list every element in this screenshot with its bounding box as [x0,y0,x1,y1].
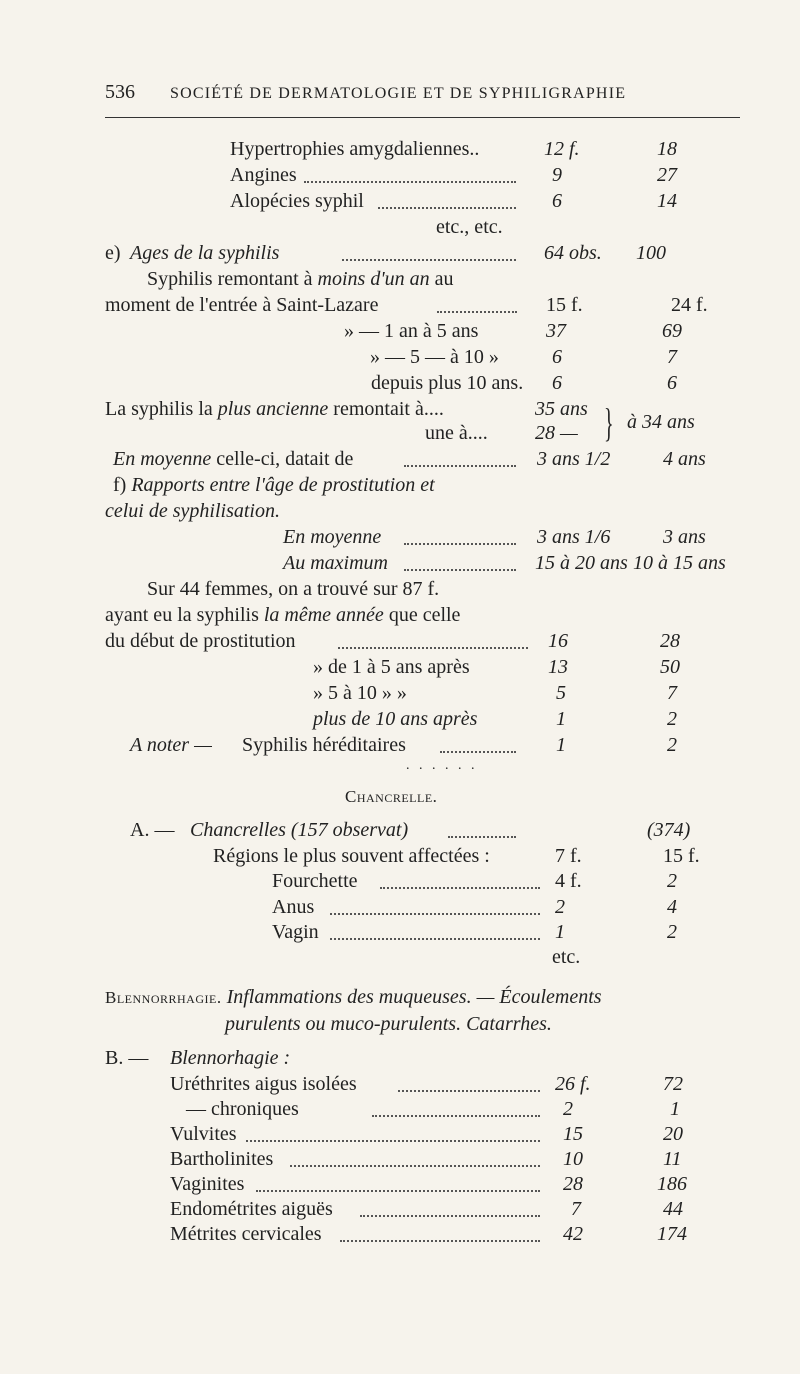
row-value-b: 186 [657,1173,687,1195]
row-value-a: 15 à 20 ans [535,552,628,574]
text-fragment: ayant eu la syphilis [105,604,259,626]
row-value-a: 1 [556,708,566,730]
text-fragment: celle-ci, datait de [216,448,354,470]
row-label: Angines [230,164,297,186]
row-value-b: 3 ans [663,526,706,548]
row-value-b: 28 [660,630,680,652]
row-value-b: 27 [657,164,677,186]
section-b-prefix: B. — [105,1047,149,1069]
leader-dots [360,1215,540,1217]
leader-dots [342,259,516,261]
leader-dots [340,1240,540,1242]
brace-value: à 34 ans [627,411,695,433]
note-label: A noter — [130,734,212,756]
row-value-b: 10 à 15 ans [633,552,726,574]
row-value-a: 13 [548,656,568,678]
row-value-b: 15 f. [663,845,700,867]
row-value-a: 28 [563,1173,583,1195]
blennorrhagie-title: Inflammations des muqueuses. — Écoulements [226,986,602,1008]
row-label: » de 1 à 5 ans après [313,656,470,678]
row-value-b: 7 [667,346,677,368]
row-label: une à.... [425,422,488,444]
row-value-a: 7 [571,1198,581,1220]
row-label: depuis plus 10 ans. [371,372,524,394]
row-value-b: (374) [647,819,691,841]
row-label: Métrites cervicales [170,1223,322,1245]
row-value-b: 20 [663,1123,683,1145]
leader-dots [404,569,516,571]
row-label: Vulvites [170,1123,237,1145]
section-e-title: Ages de la syphilis [130,242,280,264]
text-emphasis: En moyenne [113,448,212,470]
row-value-b: 2 [667,870,677,892]
row-value-a: 6 [552,346,562,368]
text-line [113,473,435,497]
row-value-a: 1 [555,921,565,943]
row-value-a: 37 [546,320,566,342]
leader-dots [330,938,540,940]
row-label: Vagin [272,921,319,943]
text-emphasis: la même année [263,604,384,626]
row-value-b: 6 [667,372,677,394]
row-value-b: 174 [657,1223,687,1245]
row-value-b: 11 [663,1148,682,1170]
section-e-value-b: 100 [636,242,666,264]
row-value-b: 2 [667,921,677,943]
section-b-title: Blennorhagie : [170,1047,291,1069]
leader-dots [338,647,528,649]
row-value-a: 6 [552,372,562,394]
text-fragment: La syphilis la [105,398,213,420]
row-value-a: 26 f. [555,1073,591,1095]
leader-dots [437,311,517,313]
row-value-b: 4 ans [663,448,706,470]
text-line [105,603,460,627]
section-a-title: Chancrelles (157 observat) [190,819,409,841]
leader-dots [448,836,516,838]
row-label: » — 5 — à 10 » [370,346,499,368]
row-value-b: 7 [667,682,677,704]
text-fragment: au [434,268,454,290]
row-value-b: 72 [663,1073,683,1095]
row-value-a: 3 ans 1/2 [537,448,611,470]
row-label: » — 1 an à 5 ans [344,320,479,342]
text-line: du début de prostitution [105,630,296,652]
row-value-b: 18 [657,138,677,160]
row-value-b: 4 [667,896,677,918]
text-fragment: remontait à.... [333,398,444,420]
leader-dots [290,1165,540,1167]
row-label: Alopécies syphil [230,190,364,212]
row-value-a: 42 [563,1223,583,1245]
section-e-prefix: e) [105,242,121,264]
row-value-a: 5 [556,682,566,704]
row-label: plus de 10 ans après [313,708,478,730]
row-label: Hypertrophies amygdaliennes.. [230,138,480,160]
blennorrhagie-title-cont: purulents ou muco-purulents. Catarrhes. [225,1013,552,1035]
row-value-a: 6 [552,190,562,212]
row-value-a: 15 f. [546,294,583,316]
leader-dots [440,751,516,753]
row-value-b: 2 [667,734,677,756]
row-label: » 5 à 10 » » [313,682,407,704]
row-value-a: 4 f. [555,870,582,892]
section-a-prefix: A. — [130,819,175,841]
section-f-title: Rapports entre l'âge de prostitution et [131,474,435,496]
etc-text: etc., etc. [436,216,503,238]
row-label: Régions le plus souvent affectées : [213,845,490,867]
row-value-a: 16 [548,630,568,652]
row-value-b: 14 [657,190,677,212]
leader-dots [330,913,540,915]
text-line [105,397,444,421]
brace: } [604,400,614,445]
page-number: 536 [105,81,135,103]
row-value-a: 15 [563,1123,583,1145]
leader-dots [304,181,516,183]
row-label: Anus [272,896,315,918]
row-value-a: 10 [563,1148,583,1170]
section-e-value-a: 64 obs. [544,242,602,264]
leader-dots [378,207,516,209]
leader-dots [380,887,540,889]
row-value-b: 44 [663,1198,683,1220]
row-value-b: 24 f. [671,294,708,316]
row-value-a: 7 f. [555,845,582,867]
text-line [147,267,454,291]
row-label: Fourchette [272,870,358,892]
separator-dots: . . . . . . [406,758,478,773]
text-fragment: que celle [388,604,461,626]
header-rule [105,117,740,118]
leader-dots [404,543,516,545]
text-line: Sur 44 femmes, on a trouvé sur 87 f. [147,578,440,600]
section-f-title-cont: celui de syphilisation. [105,500,280,522]
row-value-a: 1 [556,734,566,756]
section-f-prefix: f) [113,474,127,496]
chancrelle-heading: Chancrelle. [345,787,438,806]
row-label: Uréthrites aigus isolées [170,1073,357,1095]
row-label: — chroniques [186,1098,299,1120]
row-value-a: 3 ans 1/6 [537,526,611,548]
text-line [105,985,602,1010]
leader-dots [256,1190,540,1192]
leader-dots [246,1140,540,1142]
text-line [113,447,353,471]
row-label: Syphilis héréditaires [242,734,406,756]
row-value-a: 35 ans [535,398,588,420]
blennorrhagie-heading: Blennorrhagie. [105,988,222,1007]
row-value-b: 50 [660,656,680,678]
row-value-a: 9 [552,164,562,186]
text-emphasis: moins d'un an [317,268,430,290]
row-value-b: 69 [662,320,682,342]
leader-dots [404,465,516,467]
row-value-a: 2 [563,1098,573,1120]
row-value-a: 2 [555,896,565,918]
leader-dots [398,1090,540,1092]
text-line: moment de l'entrée à Saint-Lazare [105,294,379,316]
leader-dots [372,1115,540,1117]
row-value-b: 1 [670,1098,680,1120]
row-label: Vaginites [170,1173,245,1195]
etc-text: etc. [552,946,581,968]
text-emphasis: plus ancienne [217,398,329,420]
text-fragment: Syphilis remontant à [147,268,313,290]
row-label: Bartholinites [170,1148,274,1170]
running-title: SOCIÉTÉ DE DERMATOLOGIE ET DE SYPHILIGRAPHIE [170,85,627,102]
row-label: Endométrites aiguës [170,1198,333,1220]
row-value-a: 28 — [535,422,578,444]
row-label: En moyenne [283,526,382,548]
row-label: Au maximum [283,552,388,574]
row-value-a: 12 f. [544,138,580,160]
row-value-b: 2 [667,708,677,730]
